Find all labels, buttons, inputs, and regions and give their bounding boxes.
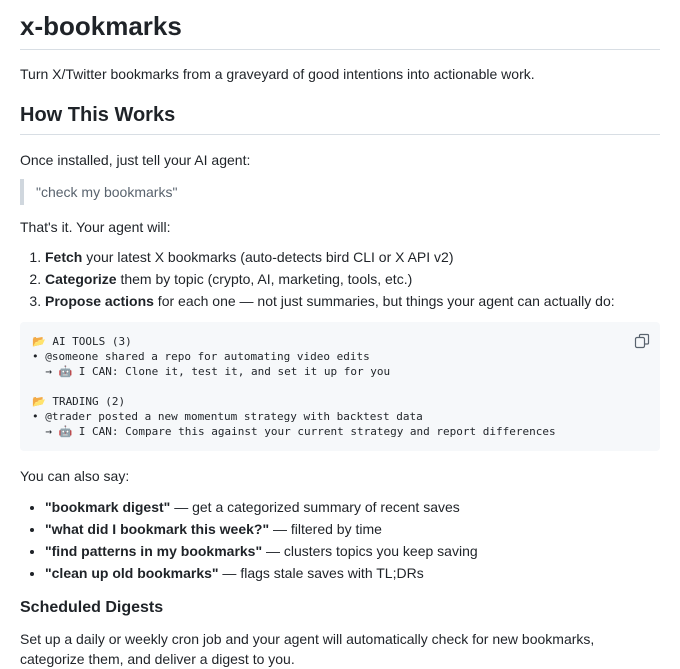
once-installed-text: Once installed, just tell your AI agent: xyxy=(20,152,251,168)
command-bold: "what did I bookmark this week?" xyxy=(45,521,270,537)
also-say-text: You can also say: xyxy=(20,468,130,484)
step-text: for each one — not just summaries, but things your agent can actually do: xyxy=(153,293,615,309)
step-bold: Fetch xyxy=(45,249,83,265)
command-item xyxy=(45,541,660,561)
commands-list xyxy=(20,497,660,583)
scheduled-text: Set up a daily or weekly cron job and your agent will automatically check for new bookmarks, categorize them, and deliver a digest to you. xyxy=(20,631,595,667)
intro-text: Turn X/Twitter bookmarks from a graveyard of good intentions into actionable work. xyxy=(20,66,535,82)
command-text: — clusters topics you keep saving xyxy=(262,543,478,559)
page-title: x-bookmarks xyxy=(20,0,660,50)
code-line-blank xyxy=(32,379,644,394)
copy-icon[interactable] xyxy=(634,333,650,349)
steps-list xyxy=(20,247,660,311)
step-text: them by topic (crypto, AI, marketing, tools, etc.) xyxy=(116,271,413,287)
thats-it-text: That's it. Your agent will: xyxy=(20,219,171,235)
step-bold: Categorize xyxy=(45,271,117,287)
how-this-works-heading: How This Works xyxy=(20,102,660,135)
step-item xyxy=(45,291,660,311)
code-line: → 🤖 I CAN: Compare this against your current strategy and report differences xyxy=(32,425,556,438)
code-line: 📂 AI TOOLS (3) xyxy=(32,335,132,348)
command-text: — flags stale saves with TL;DRs xyxy=(218,565,424,581)
step-item xyxy=(45,269,660,289)
step-text: your latest X bookmarks (auto-detects bird CLI or X API v2) xyxy=(82,249,454,265)
code-line: 📂 TRADING (2) xyxy=(32,395,126,408)
command-item xyxy=(45,519,660,539)
command-bold: "find patterns in my bookmarks" xyxy=(45,543,263,559)
code-line: • @trader posted a new momentum strategy with backtest data xyxy=(32,410,423,423)
command-item xyxy=(45,563,660,583)
step-bold: Propose actions xyxy=(45,293,154,309)
command-text: — filtered by time xyxy=(269,521,382,537)
code-line: • @someone shared a repo for automating video edits xyxy=(32,350,370,363)
command-bold: "clean up old bookmarks" xyxy=(45,565,219,581)
command-item xyxy=(45,497,660,517)
example-quote: "check my bookmarks" xyxy=(20,179,660,205)
code-block xyxy=(20,322,660,451)
step-item xyxy=(45,247,660,267)
command-text: — get a categorized summary of recent saves xyxy=(170,499,460,515)
code-line: → 🤖 I CAN: Clone it, test it, and set it up for you xyxy=(32,365,391,378)
command-bold: "bookmark digest" xyxy=(45,499,171,515)
scheduled-digests-heading: Scheduled Digests xyxy=(20,599,164,616)
